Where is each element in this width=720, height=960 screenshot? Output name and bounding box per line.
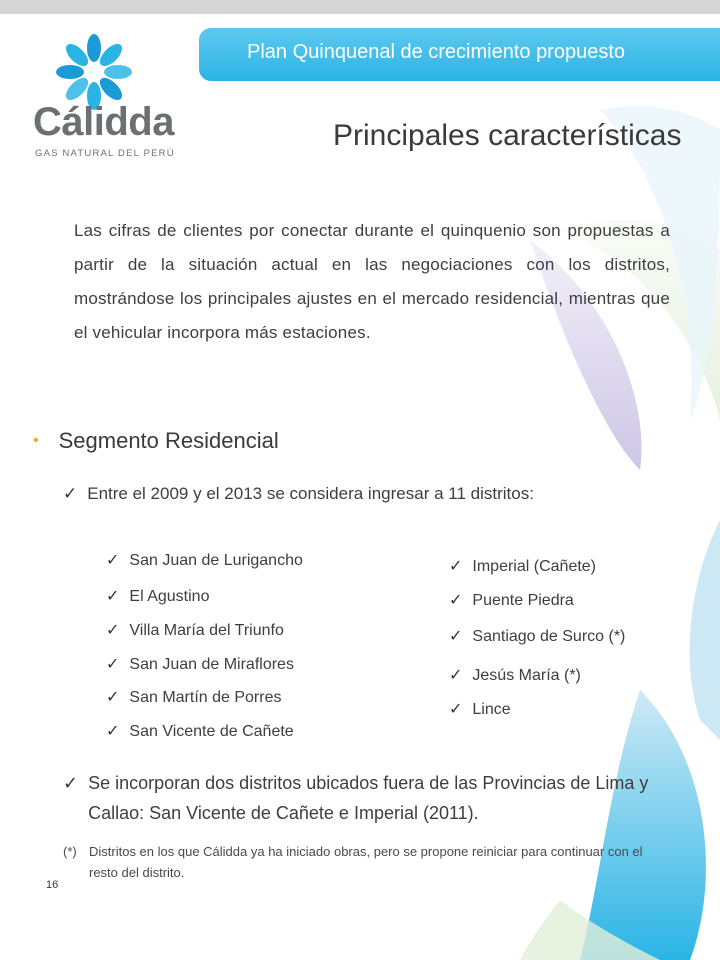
list-item xyxy=(106,721,294,741)
district-name: Puente Piedra xyxy=(472,592,574,609)
checkmark-icon: ✓ xyxy=(106,588,120,605)
list-item xyxy=(106,550,303,570)
page-number: 16 xyxy=(46,879,59,891)
district-name: Villa María del Triunfo xyxy=(129,622,284,639)
checkmark-icon: ✓ xyxy=(106,723,120,740)
district-name: San Martín de Porres xyxy=(129,689,282,706)
logo-wordmark: Cálidda xyxy=(33,100,174,144)
district-name: Santiago de Surco (*) xyxy=(472,628,626,645)
district-name: El Agustino xyxy=(129,588,210,605)
checkmark-icon: ✓ xyxy=(449,701,463,718)
bullet-dot-icon: • xyxy=(33,432,39,449)
list-item xyxy=(106,654,294,674)
list-item xyxy=(449,590,574,610)
checkmark-icon: ✓ xyxy=(63,773,79,793)
checkmark-icon: ✓ xyxy=(449,628,463,645)
checkmark-icon: ✓ xyxy=(106,689,120,706)
page-title: Principales características xyxy=(333,119,682,152)
incorporation-text: Se incorporan dos distritos ubicados fuera de las Provincias de Lima y Callao: San Vicente de Cañete e Imperial (2011). xyxy=(88,773,649,823)
checkmark-icon: ✓ xyxy=(106,622,120,639)
list-item xyxy=(106,586,209,606)
district-name: Jesús María (*) xyxy=(472,667,581,684)
list-item xyxy=(449,626,625,646)
header-banner xyxy=(199,28,720,81)
footnote-text: Distritos en los que Cálidda ya ha iniciado obras, pero se propone reiniciar para continuar con el resto del distrito. xyxy=(89,844,643,880)
district-name: San Juan de Lurigancho xyxy=(129,552,303,569)
logo-tagline: GAS NATURAL DEL PERÚ xyxy=(35,148,175,159)
footnote-mark: (*) xyxy=(63,844,77,859)
list-item xyxy=(449,665,581,685)
district-name: Imperial (Cañete) xyxy=(472,558,597,575)
checkmark-icon: ✓ xyxy=(106,656,120,673)
intro-paragraph: Las cifras de clientes por conectar durante el quinquenio son propuestas a partir de la situación actual en las negociaciones con los distritos, mostrándose los principales ajustes en el mercado residencial, mientras que el vehicular incorpora más estaciones. xyxy=(74,221,670,342)
list-item xyxy=(449,556,596,576)
list-item xyxy=(106,687,281,707)
decor-blue-petal-small xyxy=(690,520,720,740)
checkmark-icon: ✓ xyxy=(106,552,120,569)
district-name: Lince xyxy=(472,701,511,718)
top-bar xyxy=(0,0,720,14)
segment-heading-text: Segmento Residencial xyxy=(58,428,279,453)
list-item xyxy=(106,620,284,640)
districts-intro-text: Entre el 2009 y el 2013 se considera ingresar a 11 distritos: xyxy=(87,484,534,503)
districts-intro-line xyxy=(63,484,534,504)
segment-heading xyxy=(33,428,279,454)
district-name: San Juan de Miraflores xyxy=(129,656,294,673)
district-name: San Vicente de Cañete xyxy=(129,723,294,740)
checkmark-icon: ✓ xyxy=(63,484,78,503)
footnote xyxy=(63,841,663,883)
checkmark-icon: ✓ xyxy=(449,667,463,684)
checkmark-icon: ✓ xyxy=(449,592,463,609)
banner-title: Plan Quinquenal de crecimiento propuesto xyxy=(247,41,626,63)
list-item xyxy=(449,699,511,719)
checkmark-icon: ✓ xyxy=(449,558,463,575)
incorporation-note xyxy=(63,768,663,828)
